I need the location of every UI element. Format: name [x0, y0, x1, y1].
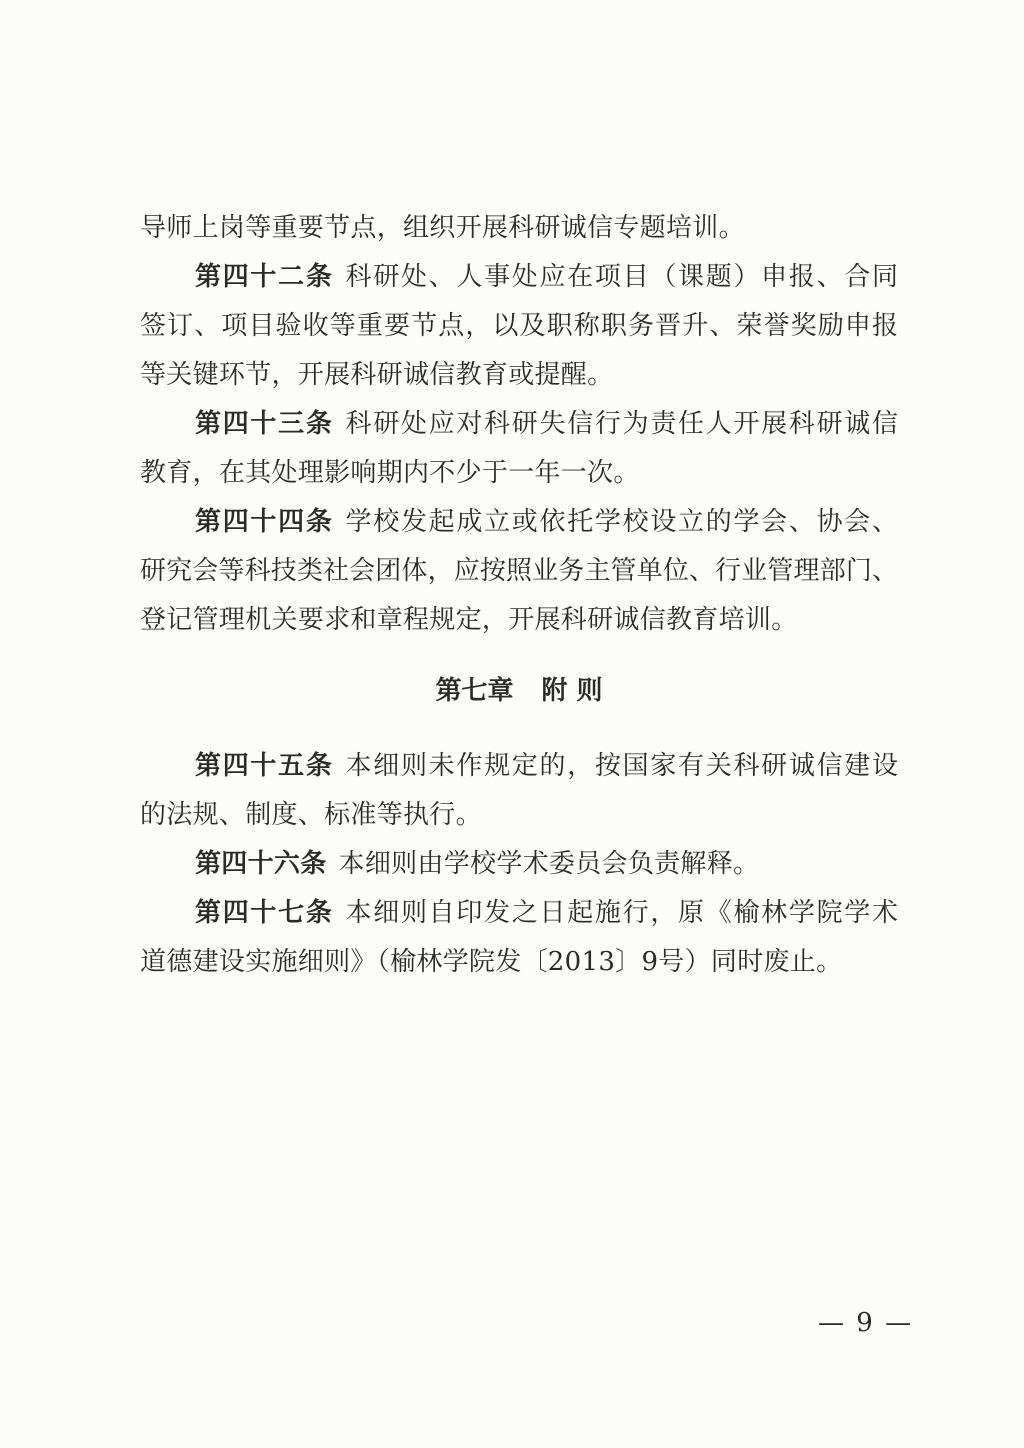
article-text: 本细则未作规定的，按国家有关科研诚信建设	[345, 751, 898, 781]
body-line	[140, 889, 898, 938]
body-line	[140, 498, 898, 547]
body-line: 登记管理机关要求和章程规定，开展科研诚信教育培训。	[140, 605, 798, 635]
article-47	[140, 889, 898, 987]
body-line: 道德建设实施细则》（榆林学院发〔2013〕9号）同时废止。	[140, 947, 843, 977]
article-text: 科研处应对科研失信行为责任人开展科研诚信	[345, 409, 898, 439]
chapter-heading	[140, 667, 898, 716]
chapter-title: 附 则	[541, 676, 603, 706]
body-line: 等关键环节，开展科研诚信教育或提醒。	[140, 360, 614, 390]
chapter-number: 第七章	[435, 676, 514, 706]
article-label: 第四十六条	[195, 849, 327, 879]
body-line: 教育，在其处理影响期内不少于一年一次。	[140, 458, 640, 488]
body-line	[140, 742, 898, 791]
article-44	[140, 498, 898, 645]
article-text: 科研处、人事处应在项目（课题）申报、合同	[345, 262, 898, 292]
body-line: 的法规、制度、标准等执行。	[140, 800, 482, 830]
article-46	[140, 840, 898, 889]
article-42	[140, 253, 898, 400]
body-line: 导师上岗等重要节点，组织开展科研诚信专题培训。	[140, 213, 745, 243]
article-label: 第四十二条	[195, 262, 334, 292]
article-45	[140, 742, 898, 840]
article-text: 学校发起成立或依托学校设立的学会、协会、	[345, 507, 898, 537]
body-line	[140, 400, 898, 449]
article-text: 本细则自印发之日起施行，原《榆林学院学术	[345, 898, 898, 928]
article-label: 第四十七条	[195, 898, 334, 928]
body-line	[140, 253, 898, 302]
document-body	[140, 204, 898, 987]
article-label: 第四十五条	[195, 751, 334, 781]
page-number: — 9 —	[818, 1308, 914, 1338]
article-43	[140, 400, 898, 498]
body-line	[140, 840, 898, 889]
article-text: 本细则由学校学术委员会负责解释。	[338, 849, 760, 879]
article-label: 第四十三条	[195, 409, 334, 439]
body-line: 签订、项目验收等重要节点，以及职称职务晋升、荣誉奖励申报	[140, 311, 898, 341]
body-line: 研究会等科技类社会团体，应按照业务主管单位、行业管理部门、	[140, 556, 898, 586]
article-label: 第四十四条	[195, 507, 334, 537]
